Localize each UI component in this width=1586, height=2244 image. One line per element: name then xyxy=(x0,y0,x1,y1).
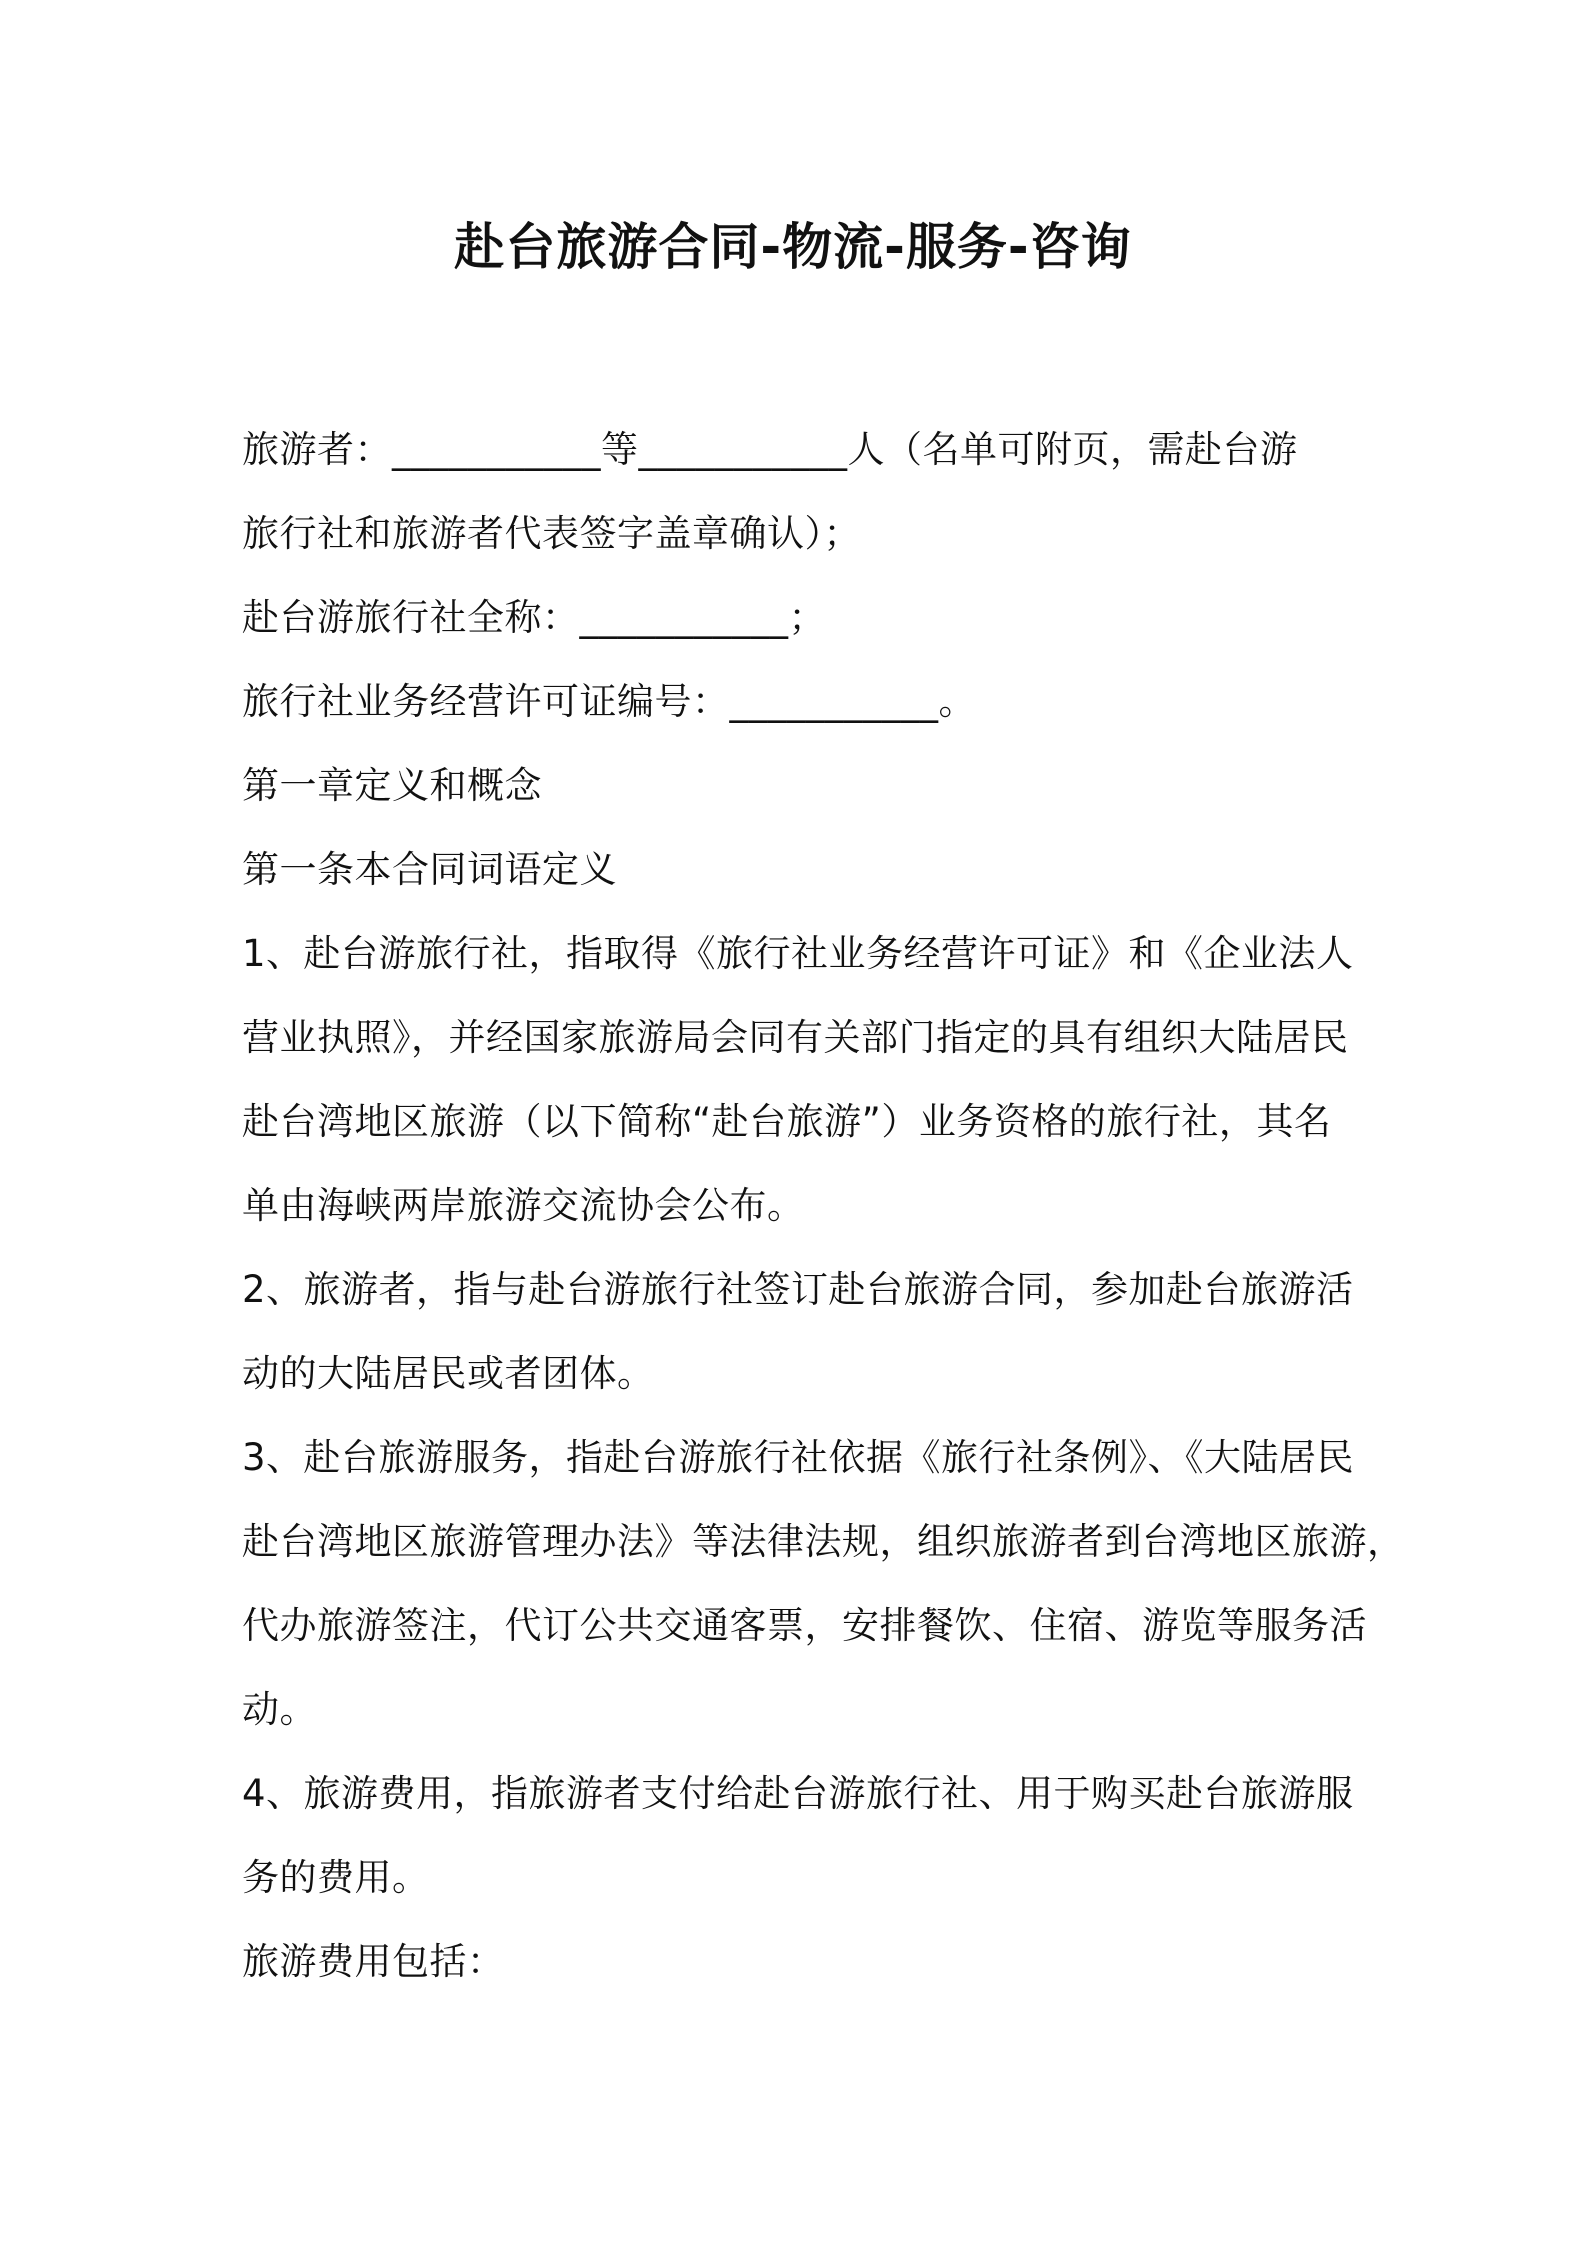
text-line: 动。 xyxy=(242,1688,317,1731)
text-line: 旅行社和旅游者代表签字盖章确认）； xyxy=(242,512,861,555)
text-line: 旅游者：___________等___________人（名单可附页，需赴台游 xyxy=(242,428,1298,471)
text-line: 赴台湾地区旅游（以下简称“赴台旅游”）业务资格的旅行社，其名 xyxy=(242,1100,1332,1143)
text-line: 务的费用。 xyxy=(242,1856,430,1899)
text-line: 赴台湾地区旅游管理办法》等法律法规，组织旅游者到台湾地区旅游， xyxy=(242,1520,1405,1563)
chapter-heading: 第一章定义和概念 xyxy=(242,764,542,807)
text-line: 4、旅游费用，指旅游者支付给赴台游旅行社、用于购买赴台旅游服 xyxy=(242,1772,1354,1815)
text-line: 3、赴台旅游服务，指赴台游旅行社依据《旅行社条例》、《大陆居民 xyxy=(242,1436,1355,1479)
document-title: 赴台旅游合同-物流-服务-咨询 xyxy=(454,218,1132,276)
text-line: 单由海峡两岸旅游交流协会公布。 xyxy=(242,1184,805,1227)
document-body xyxy=(242,408,1405,2004)
text-line: 营业执照》，并经国家旅游局会同有关部门指定的具有组织大陆居民 xyxy=(242,1016,1349,1059)
text-line: 代办旅游签注，代订公共交通客票，安排餐饮、住宿、游览等服务活 xyxy=(242,1604,1367,1647)
text-line: 2、旅游者，指与赴台游旅行社签订赴台旅游合同，参加赴台旅游活 xyxy=(242,1268,1354,1311)
text-line: 旅游费用包括： xyxy=(242,1940,505,1983)
text-line: 动的大陆居民或者团体。 xyxy=(242,1352,655,1395)
text-line: 旅行社业务经营许可证编号：___________。 xyxy=(242,680,976,723)
text-line: 1、赴台游旅行社，指取得《旅行社业务经营许可证》和《企业法人 xyxy=(242,932,1354,975)
text-line: 赴台游旅行社全称：___________； xyxy=(242,596,826,639)
article-heading: 第一条本合同词语定义 xyxy=(242,848,617,891)
